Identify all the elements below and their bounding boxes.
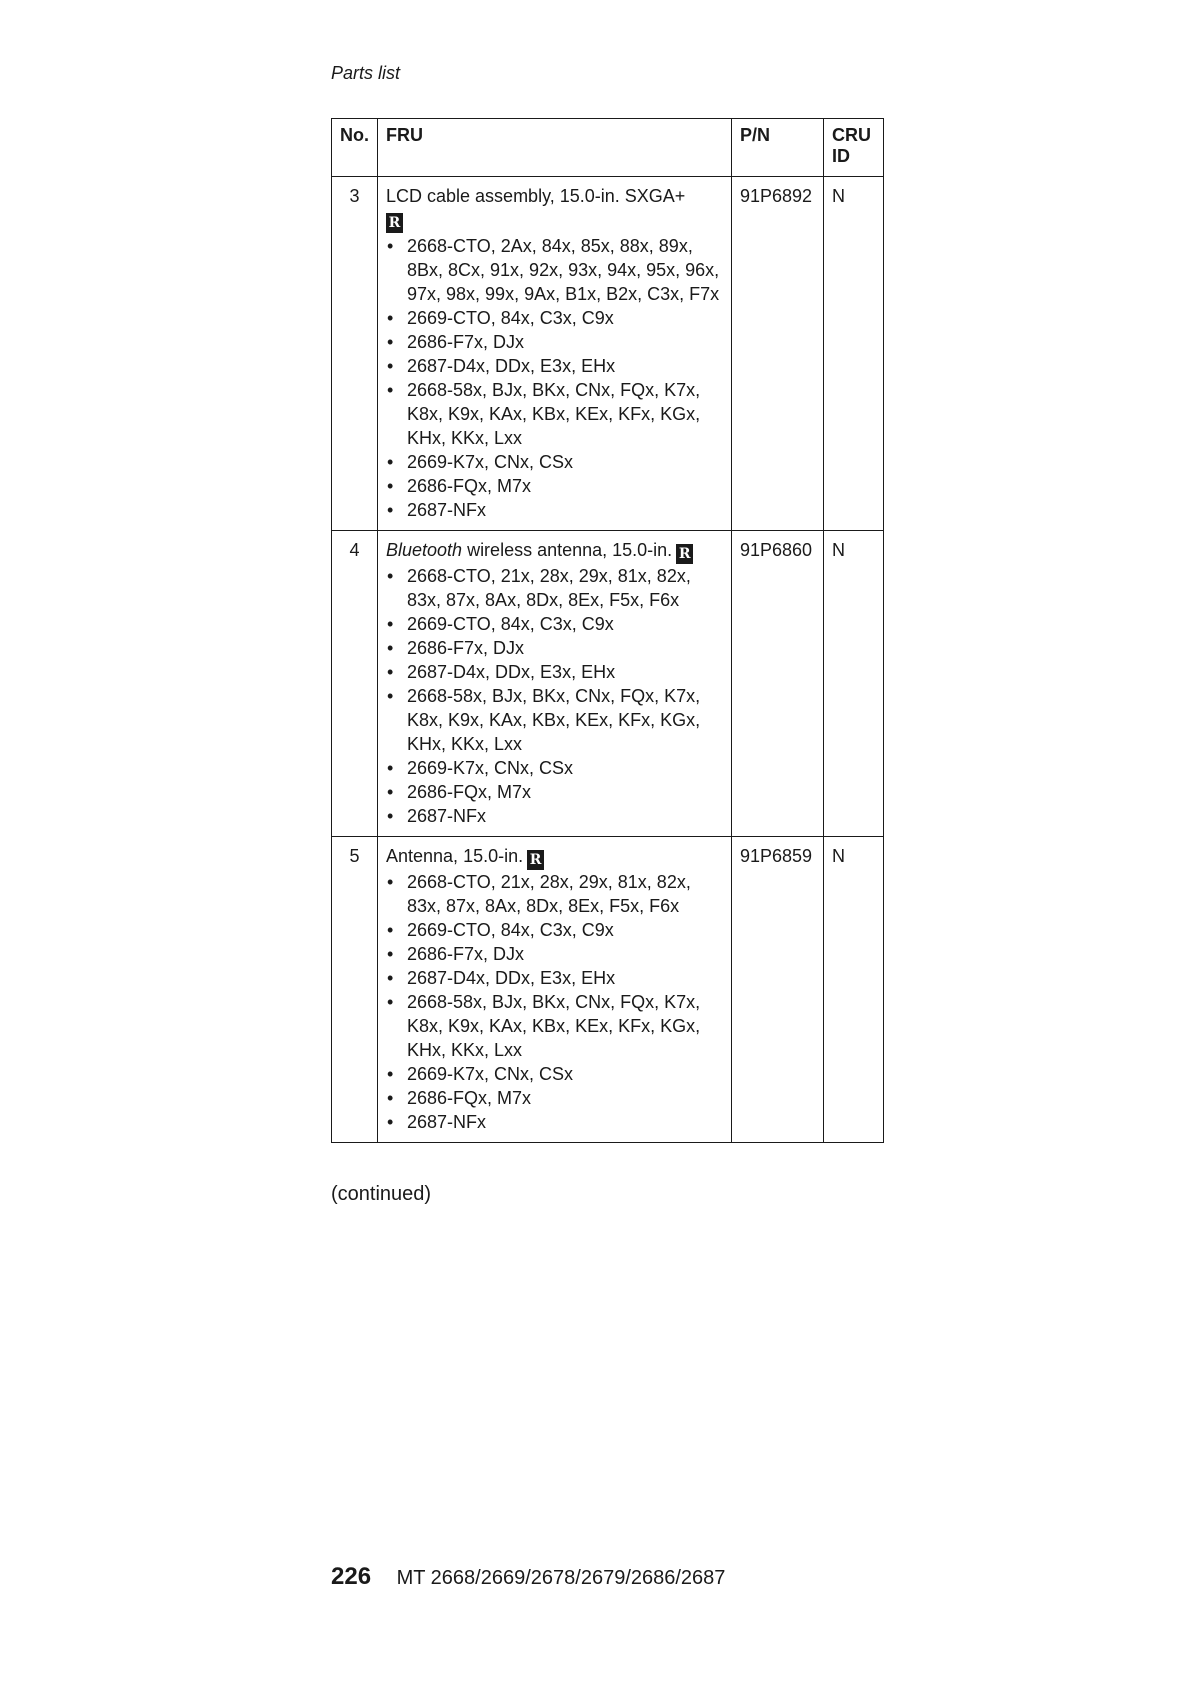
page-number: 226 <box>331 1563 372 1590</box>
list-item: • 2669-K7x, CNx, CSx <box>386 756 723 780</box>
row-number: 5 <box>332 837 378 1143</box>
part-number: 91P6892 <box>732 177 824 531</box>
table-row <box>332 177 884 531</box>
table-header-row <box>332 119 884 177</box>
cru-id: N <box>824 837 884 1143</box>
list-item: • 2687-D4x, DDx, E3x, EHx <box>386 354 723 378</box>
list-item: • 2687-D4x, DDx, E3x, EHx <box>386 660 723 684</box>
list-item: • 2669-K7x, CNx, CSx <box>386 1062 723 1086</box>
list-item: • 2687-NFx <box>386 804 723 828</box>
continued-note: (continued) <box>331 1183 432 1205</box>
fru-cell <box>378 837 732 1143</box>
fru-title-italic: Bluetooth <box>386 540 463 560</box>
list-item: • 2669-CTO, 84x, C3x, C9x <box>386 918 723 942</box>
row-number: 3 <box>332 177 378 531</box>
list-item: • 2668-CTO, 21x, 28x, 29x, 81x, 82x, 83x, 87x, 8Ax, 8Dx, 8Ex, F5x, F6x <box>386 870 723 918</box>
table-row <box>332 837 884 1143</box>
fru-title-text: Antenna, 15.0-in. <box>386 846 524 866</box>
list-item: • 2687-D4x, DDx, E3x, EHx <box>386 966 723 990</box>
column-header-pn: P/N <box>732 119 824 177</box>
list-item: • 2669-K7x, CNx, CSx <box>386 450 723 474</box>
model-list <box>386 564 723 828</box>
fru-cell <box>378 177 732 531</box>
list-item: • 2668-58x, BJx, BKx, CNx, FQx, K7x, K8x, K9x, KAx, KBx, KEx, KFx, KGx, KHx, KKx, Lxx <box>386 684 723 756</box>
row-number: 4 <box>332 531 378 837</box>
cru-id: N <box>824 177 884 531</box>
r-icon: R <box>527 850 544 870</box>
list-item: • 2686-F7x, DJx <box>386 636 723 660</box>
fru-title: LCD cable assembly, 15.0-in. SXGA+ <box>386 186 686 206</box>
fru-title <box>386 538 723 564</box>
cru-header-line2: ID <box>832 146 850 166</box>
cru-header-line1: CRU <box>832 125 871 145</box>
running-header: Parts list <box>331 63 401 83</box>
list-item: • 2686-F7x, DJx <box>386 330 723 354</box>
part-number: 91P6860 <box>732 531 824 837</box>
list-item: • 2687-NFx <box>386 1110 723 1134</box>
list-item: • 2687-NFx <box>386 498 723 522</box>
model-list <box>386 870 723 1134</box>
list-item: • 2669-CTO, 84x, C3x, C9x <box>386 612 723 636</box>
r-icon: R <box>676 544 693 564</box>
r-icon: R <box>386 213 403 233</box>
list-item: • 2669-CTO, 84x, C3x, C9x <box>386 306 723 330</box>
column-header-cru-id <box>824 119 884 177</box>
table-row <box>332 531 884 837</box>
fru-title <box>386 844 723 870</box>
list-item: • 2686-FQx, M7x <box>386 1086 723 1110</box>
list-item: • 2668-58x, BJx, BKx, CNx, FQx, K7x, K8x, K9x, KAx, KBx, KEx, KFx, KGx, KHx, KKx, Lxx <box>386 378 723 450</box>
list-item: • 2686-F7x, DJx <box>386 942 723 966</box>
list-item: • 2686-FQx, M7x <box>386 474 723 498</box>
list-item: • 2668-58x, BJx, BKx, CNx, FQx, K7x, K8x, K9x, KAx, KBx, KEx, KFx, KGx, KHx, KKx, Lxx <box>386 990 723 1062</box>
list-item: • 2686-FQx, M7x <box>386 780 723 804</box>
cru-id: N <box>824 531 884 837</box>
model-list <box>386 234 723 522</box>
column-header-fru: FRU <box>378 119 732 177</box>
part-number: 91P6859 <box>732 837 824 1143</box>
column-header-no: No. <box>332 119 378 177</box>
fru-cell <box>378 531 732 837</box>
page-footer <box>331 1563 725 1591</box>
parts-table <box>331 118 884 1143</box>
fru-title-text: wireless antenna, 15.0-in. <box>462 540 673 560</box>
machine-types: MT 2668/2669/2678/2679/2686/2687 <box>396 1567 726 1589</box>
list-item: • 2668-CTO, 21x, 28x, 29x, 81x, 82x, 83x, 87x, 8Ax, 8Dx, 8Ex, F5x, F6x <box>386 564 723 612</box>
list-item: • 2668-CTO, 2Ax, 84x, 85x, 88x, 89x, 8Bx, 8Cx, 91x, 92x, 93x, 94x, 95x, 96x, 97x, 98x, 99x, 9Ax, B1x, B2x, C3x, F7x <box>386 234 723 306</box>
